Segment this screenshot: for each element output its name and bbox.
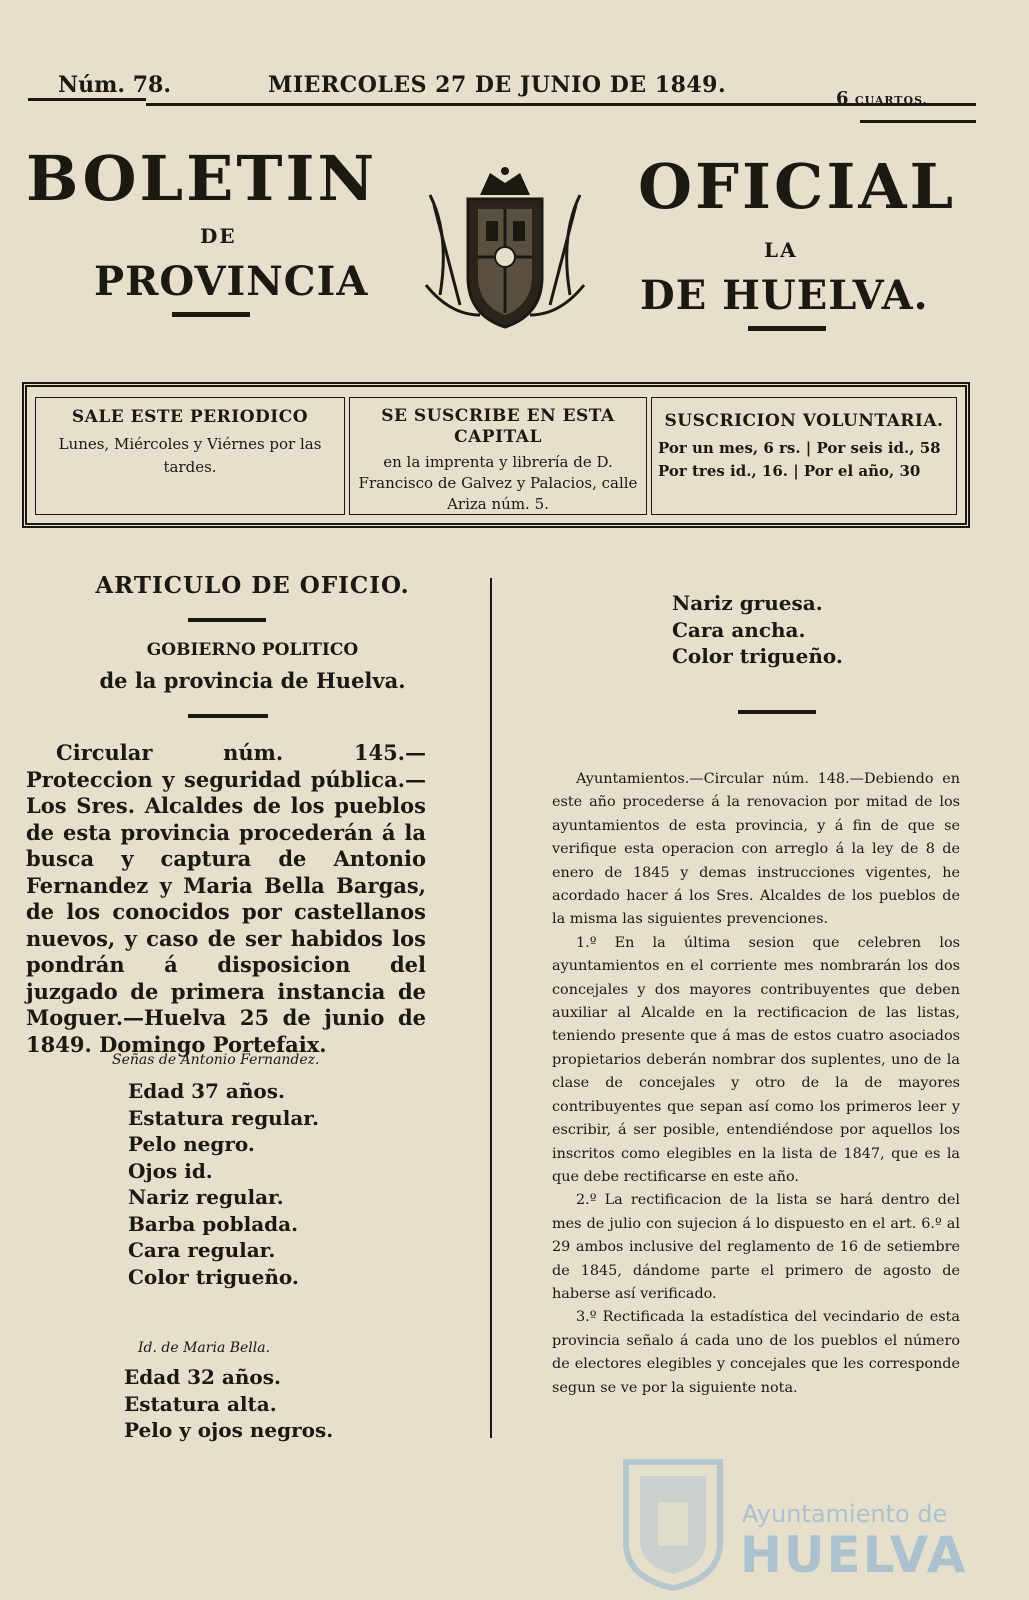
masthead-la: LA bbox=[764, 238, 798, 262]
circular-148 bbox=[552, 768, 960, 1400]
prevention-2: 2.º La rectificacion de la lista se hará dentro del mes de julio con sujecion á lo dispuesto en el art. 6.º al 29 ambos inclusive del reglamento de 16 de setiembre de 1845, dándome parte el primero de agosto de haberse así verificado. bbox=[552, 1192, 960, 1302]
maria-traits-continued bbox=[672, 590, 843, 670]
masthead-rule-left bbox=[172, 312, 250, 317]
top-rule-right bbox=[860, 120, 976, 123]
issue-number: Núm. 78. bbox=[58, 72, 171, 98]
heading-rule bbox=[188, 618, 266, 622]
article-heading: ARTICULO DE OFICIO. bbox=[95, 572, 410, 599]
trait-item: Ojos id. bbox=[128, 1158, 213, 1183]
subscription-schedule bbox=[35, 397, 345, 515]
location-title: SE SUSCRIBE EN ESTA CAPITAL bbox=[381, 406, 615, 447]
huelva-shield-watermark-icon bbox=[618, 1452, 728, 1592]
trait-item: Nariz regular. bbox=[128, 1185, 284, 1209]
subheading-rule bbox=[188, 714, 268, 718]
rate-right: Por seis id., 58 bbox=[816, 439, 941, 457]
trait-item: Pelo y ojos negros. bbox=[124, 1418, 334, 1442]
top-rule-left bbox=[28, 98, 146, 101]
masthead-boletin: BOLETIN bbox=[26, 142, 378, 215]
senas-antonio-title: Señas de Antonio Fernandez. bbox=[112, 1052, 320, 1068]
trait-item: Color trigueño. bbox=[128, 1264, 299, 1289]
rate-row: Por tres id., 16. | Por el año, 30 bbox=[658, 462, 921, 480]
trait-item: Cara regular. bbox=[128, 1238, 276, 1262]
schedule-title: SALE ESTE PERIODICO bbox=[71, 407, 309, 427]
subscription-box bbox=[22, 382, 970, 528]
rate-left: Por un mes, 6 rs. bbox=[658, 439, 801, 457]
circular-145: Circular núm. 145.—Proteccion y seguridad pública.—Los Sres. Alcaldes de los pueblos de esta provincia procederán á la busca y captura de Antonio Fernandez y Maria Bella Bargas, de los conocidos por castellanos nuevos, y caso de ser habidos los pondrán á disposicion del juzgado de primera instancia de Moguer.—Huelva 25 de junio de 1849. Domingo Portefaix. bbox=[26, 740, 426, 1057]
trait-item: Pelo negro. bbox=[128, 1132, 255, 1156]
trait-item: Color trigueño. bbox=[672, 644, 843, 668]
masthead-oficial: OFICIAL bbox=[638, 150, 957, 223]
province-heading: de la provincia de Huelva. bbox=[99, 668, 406, 693]
price-value: 6 bbox=[836, 88, 849, 109]
issue-price bbox=[836, 88, 927, 109]
schedule-text: Lunes, Miércoles y Viérnes por las tardes. bbox=[58, 435, 322, 476]
section-rule bbox=[738, 710, 816, 714]
subscription-location bbox=[349, 397, 647, 515]
issue-date: MIERCOLES 27 DE JUNIO DE 1849. bbox=[268, 72, 727, 98]
rate-row: Por un mes, 6 rs. | Por seis id., 58 bbox=[658, 439, 941, 457]
government-heading: GOBIERNO POLITICO bbox=[146, 640, 359, 660]
watermark-line2: HUELVA bbox=[740, 1526, 968, 1584]
prevention-3: 3.º Rectificada la estadística del vecindario de esta provincia señalo á cada uno de los pueblos el número de electores elegibles y concejales que les corresponde segun se ve por la siguiente nota. bbox=[552, 1309, 960, 1396]
subscription-rates bbox=[651, 397, 957, 515]
trait-item: Edad 37 años. bbox=[128, 1079, 285, 1103]
rates-title: SUSCRICION VOLUNTARIA. bbox=[664, 411, 944, 431]
antonio-traits bbox=[128, 1078, 319, 1290]
watermark-line1: Ayuntamiento de bbox=[742, 1500, 948, 1528]
price-unit: CUARTOS. bbox=[854, 94, 928, 107]
prevention-1: 1.º En la última sesion que celebren los ayuntamientos en el corriente mes nombrarán los dos concejales y dos mayores contribuyentes que deben auxiliar al Alcalde en la rectificacion de las listas, teniendo presente que á mas de estos cuatro asociados propietarios deberán nombrar dos suplentes, uno de la clase de concejales y otro de la de mayores contribuyentes que sepan así como los primeros leer y escribir, á ser posible, entendiéndose por aquellos los inscritos como elegibles en la lista de 1847, que es la que debe rectificarse en este año. bbox=[552, 934, 960, 1185]
column-divider bbox=[490, 578, 492, 1438]
trait-item: Nariz gruesa. bbox=[672, 591, 823, 615]
masthead-provincia: PROVINCIA bbox=[94, 258, 369, 305]
senas-maria-title: Id. de Maria Bella. bbox=[138, 1340, 271, 1356]
masthead-de-huelva: DE HUELVA. bbox=[640, 272, 929, 319]
rate-left: Por tres id., 16. bbox=[658, 462, 788, 480]
trait-item: Estatura alta. bbox=[124, 1391, 277, 1416]
trait-item: Cara ancha. bbox=[672, 617, 806, 642]
masthead-de: DE bbox=[200, 224, 237, 248]
location-text: en la imprenta y librería de D. Francisco de Galvez y Palacios, calle Ariza núm. 5. bbox=[358, 453, 638, 513]
maria-traits bbox=[124, 1364, 333, 1444]
circular-148-intro: Ayuntamientos.—Circular núm. 148.—Debiendo en este año procederse á la renovacion por mitad de los ayuntamientos de esta provincia, y á fin de que se verifique esta operacion con arreglo á la ley de 8 de enero de 1845 y demas instrucciones vigentes, he acordado hacer á los Sres. Alcaldes de los pueblos de la misma las siguientes prevenciones. bbox=[552, 771, 960, 928]
rate-right: Por el año, 30 bbox=[803, 462, 921, 480]
masthead-rule-right bbox=[748, 326, 826, 331]
trait-item: Barba poblada. bbox=[128, 1211, 299, 1236]
coat-of-arms-icon bbox=[420, 165, 590, 337]
trait-item: Estatura regular. bbox=[128, 1105, 319, 1130]
trait-item: Edad 32 años. bbox=[124, 1365, 281, 1389]
